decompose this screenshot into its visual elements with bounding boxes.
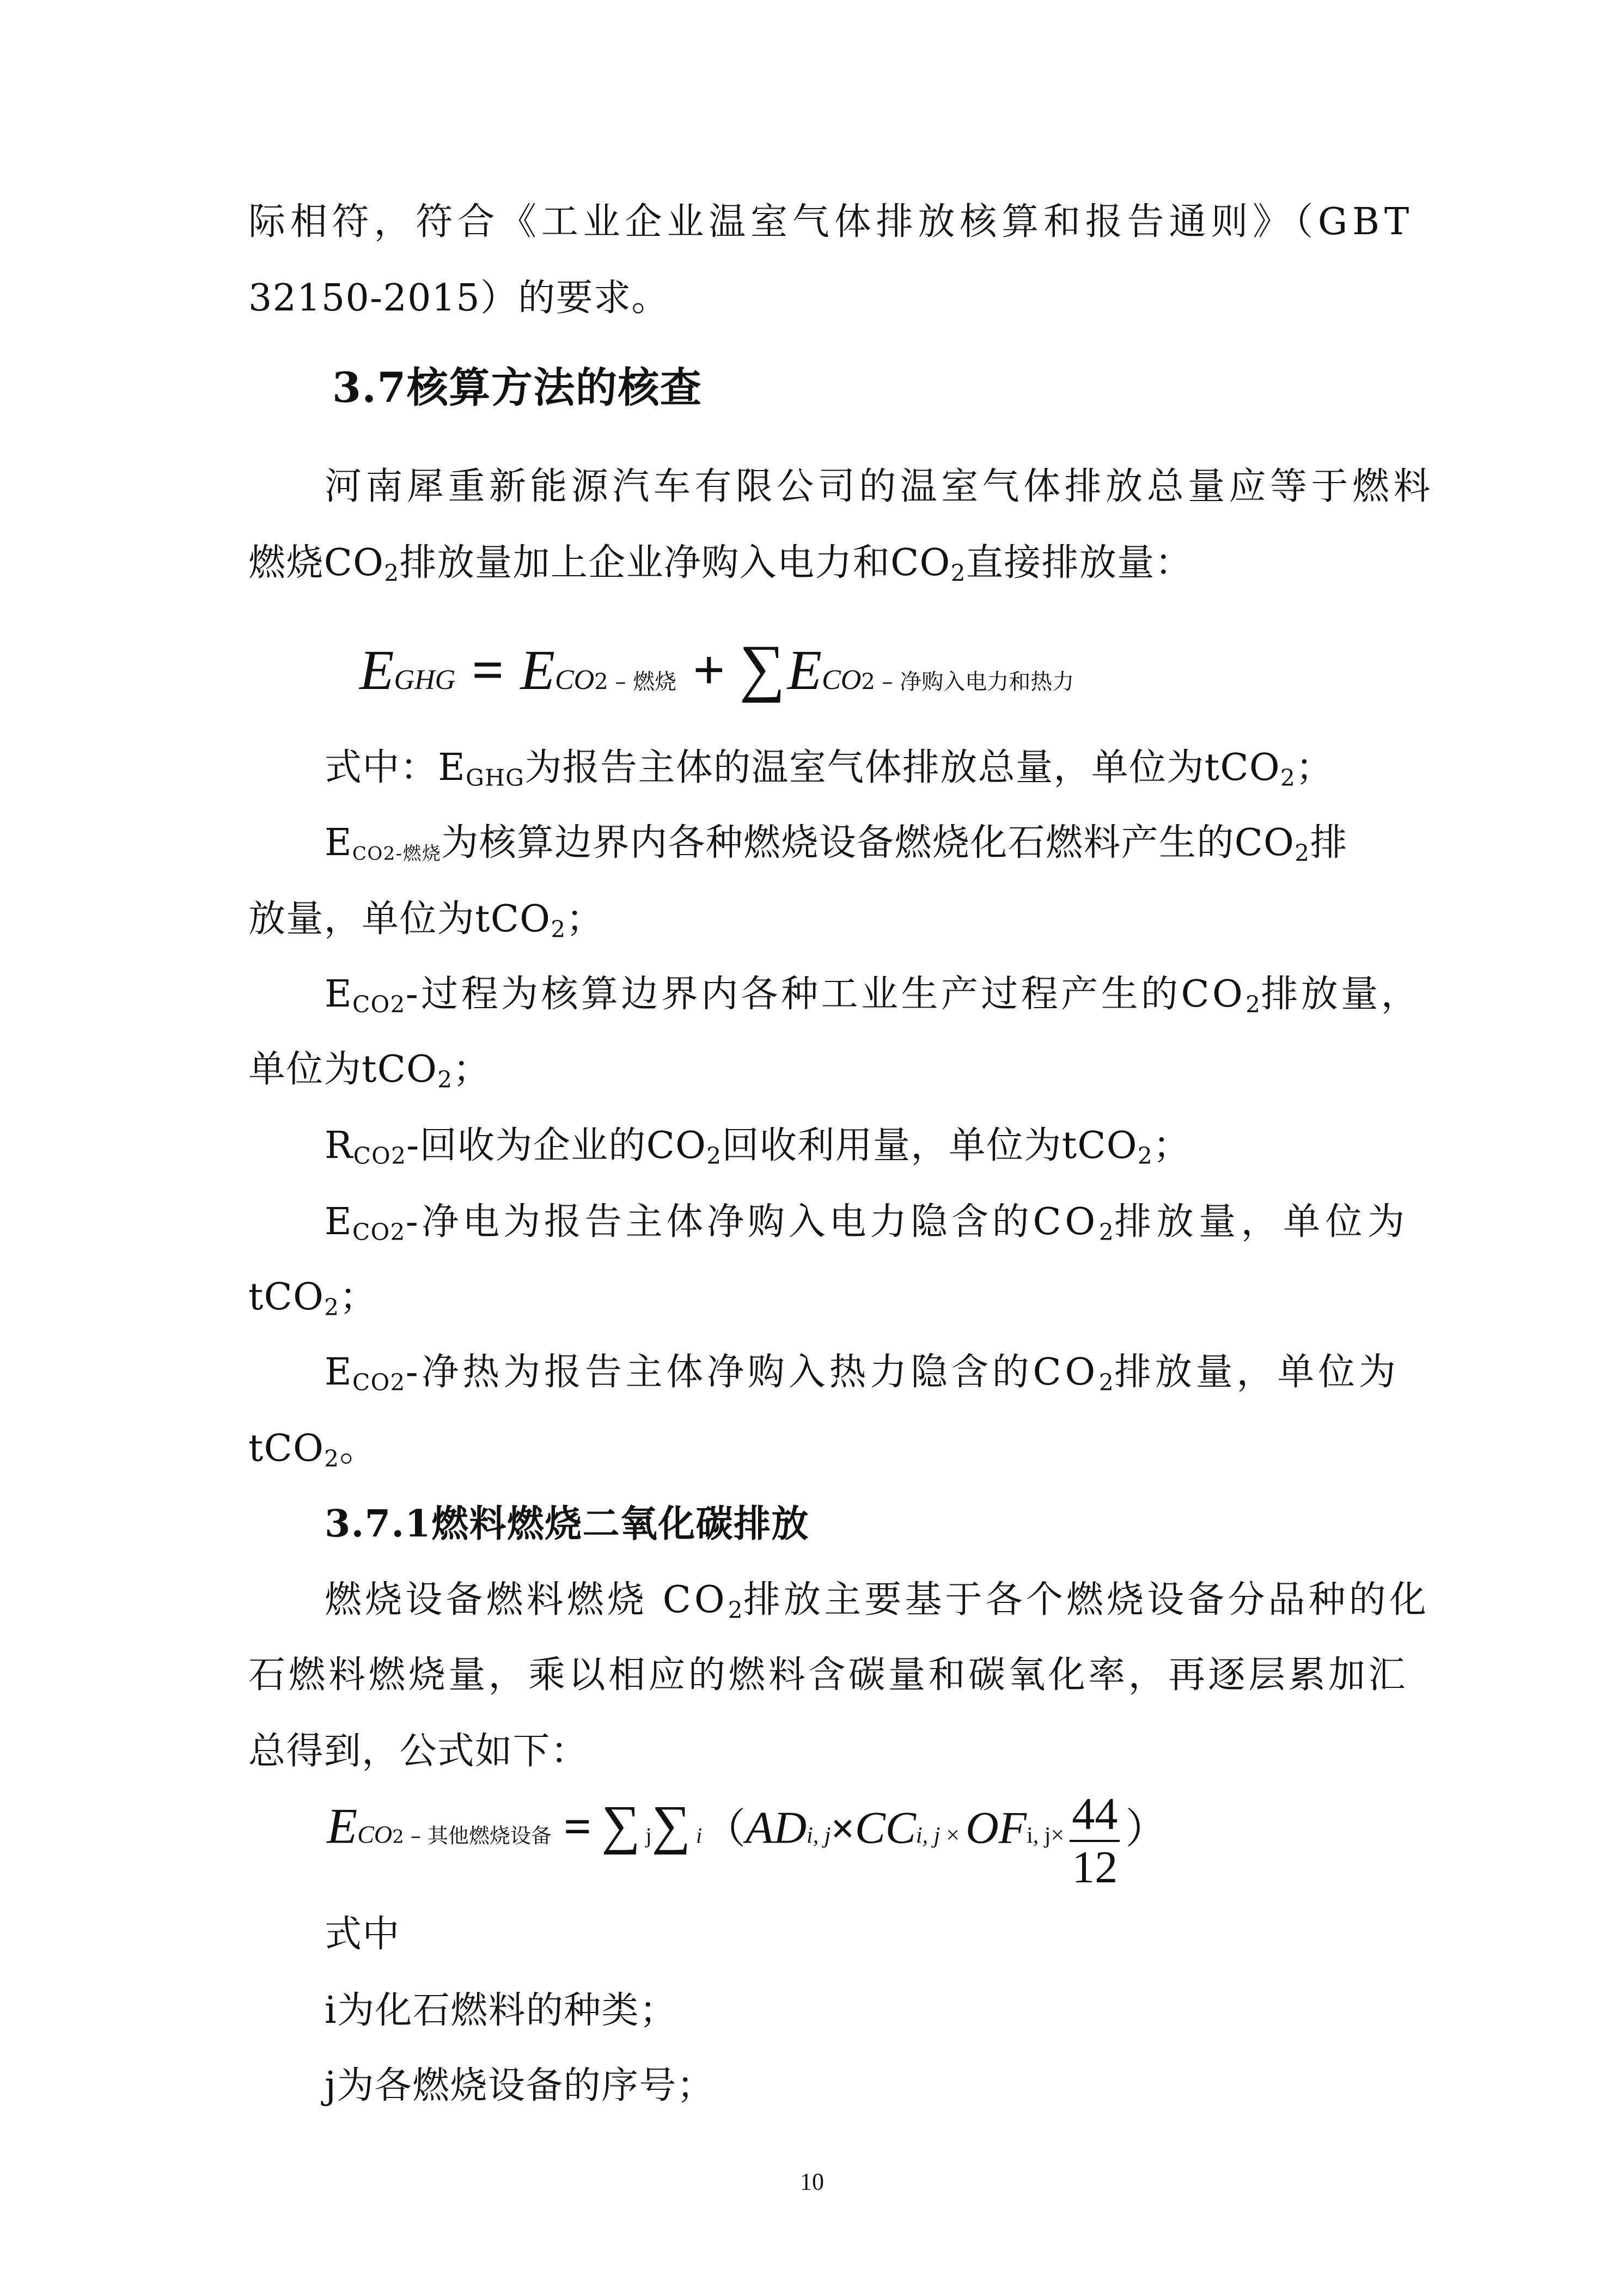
text-run: 排放量加上企业净购入电力和CO xyxy=(399,541,951,584)
paragraph-line xyxy=(248,1730,588,1773)
subscript: 2 xyxy=(1098,1218,1115,1246)
formula-operator: × xyxy=(831,1804,855,1852)
formula-operator: × xyxy=(940,1821,966,1849)
formula-symbol: AD xyxy=(746,1802,807,1853)
text-run: -回收为企业的CO xyxy=(406,1124,707,1167)
formula-subscript: 2 xyxy=(861,669,875,694)
definition-line xyxy=(325,1351,1400,1405)
definition-line xyxy=(325,973,1421,1027)
definition-line: 式中 xyxy=(325,1913,400,1956)
text-run: 式中：E xyxy=(325,746,466,789)
definition-line xyxy=(325,1124,1190,1178)
summation-symbol: ∑ xyxy=(601,1794,640,1855)
text-run: E xyxy=(325,1351,352,1394)
subscript: GHG xyxy=(466,764,525,791)
subscript: CO2-燃烧 xyxy=(352,843,442,865)
section-heading: 3.7核算方法的核查 xyxy=(332,363,703,412)
text-run: tCO xyxy=(248,1276,325,1319)
page-number: 10 xyxy=(800,2168,824,2195)
text-run: 。 xyxy=(339,1427,377,1470)
formula-symbol: E xyxy=(520,639,555,702)
summation-symbol: ∑ xyxy=(651,1794,691,1855)
formula-subscript: CO xyxy=(555,664,595,696)
text-run: 河南犀重新能源汽车有限公司的温室气体排放总量应等于燃料 xyxy=(325,465,1434,508)
subsection-heading: 3.7.1燃料燃烧二氧化碳排放 xyxy=(325,1502,809,1546)
paragraph-line xyxy=(248,541,1193,595)
text-run: 32150-2015）的要求。 xyxy=(248,277,669,320)
subscript: 2 xyxy=(324,1294,340,1321)
paragraph-line xyxy=(248,1654,1408,1697)
formula-text: – 燃烧 xyxy=(608,669,677,694)
text-run: 燃烧设备燃料燃烧 CO xyxy=(325,1578,728,1621)
formula-paren: （ xyxy=(704,1806,746,1852)
formula-symbol: E xyxy=(359,639,394,702)
paragraph-line xyxy=(325,1578,1430,1632)
text-run: 排放量，单位为 xyxy=(1114,1351,1400,1394)
text-run: ； xyxy=(453,1048,491,1091)
text-run: 放量，单位为tCO xyxy=(248,898,551,941)
formula-symbol: E xyxy=(327,1798,358,1854)
formula-subscript: i xyxy=(690,1823,703,1848)
formula-subscript: 2 xyxy=(392,1826,404,1848)
text-run: 排放量，单位为 xyxy=(1114,1200,1410,1243)
subscript: 2 xyxy=(384,559,400,587)
subscript: CO2 xyxy=(353,1142,407,1169)
formula-text: – 其他燃烧设备 xyxy=(404,1824,552,1848)
definition-line: i为化石燃料的种类； xyxy=(325,1989,677,2032)
formula-symbol: E xyxy=(787,639,822,702)
text-run: -净电为报告主体净购入电力隐含的CO xyxy=(405,1200,1099,1243)
text-run: E xyxy=(325,821,352,864)
formula-operator: × xyxy=(1051,1821,1065,1849)
text-run: ； xyxy=(339,1276,377,1319)
paragraph-line xyxy=(248,200,1414,244)
subscript: 2 xyxy=(1246,991,1261,1018)
text-run: 为报告主体的温室气体排放总量，单位为tCO xyxy=(524,746,1280,789)
text-run: 直接排放量： xyxy=(966,541,1193,584)
formula-subscript: i, j xyxy=(807,1823,831,1849)
formula-operator: + xyxy=(693,639,725,702)
text-group xyxy=(325,821,1348,876)
formula-subscript: j xyxy=(640,1823,652,1848)
text-run: E xyxy=(325,1200,352,1243)
formula-subscript: CO xyxy=(822,664,862,696)
summation-symbol: ∑ xyxy=(739,632,785,703)
formula-combustion xyxy=(327,1789,1167,1893)
definition-line xyxy=(248,1048,491,1102)
definition-line xyxy=(248,898,604,952)
formula-text: – 净购入电力和热力 xyxy=(875,669,1074,694)
subscript: 2 xyxy=(437,1066,453,1093)
definition-line xyxy=(248,1276,377,1330)
formula-operator: = xyxy=(472,639,504,702)
text-run: -净热为报告主体净购入热力隐含的CO xyxy=(405,1351,1099,1394)
text-run: 燃烧CO xyxy=(248,541,384,584)
definition-line: j为各燃烧设备的序号； xyxy=(325,2064,715,2107)
text-run: -过程为核算边界内各种工业生产过程产生的CO xyxy=(405,973,1246,1016)
subscript: CO2 xyxy=(352,991,406,1018)
subscript: 2 xyxy=(1098,1369,1115,1396)
formula-symbol: OF xyxy=(966,1802,1027,1853)
formula-ghg-total xyxy=(359,631,1074,705)
subscript: 2 xyxy=(950,559,966,587)
formula-subscript: 2 xyxy=(594,669,608,694)
fraction-numerator: 44 xyxy=(1070,1789,1120,1842)
subscript: 2 xyxy=(728,1596,743,1624)
subscript: 2 xyxy=(1137,1142,1153,1169)
fraction-denominator: 12 xyxy=(1072,1842,1118,1893)
subscript: 2 xyxy=(551,916,566,943)
subscript: 2 xyxy=(324,1445,340,1472)
text-run: 排放量， xyxy=(1261,973,1421,1016)
text-run: 回收利用量，单位为tCO xyxy=(722,1124,1138,1167)
text-run: 石燃料燃烧量，乘以相应的燃料含碳量和碳氧化率，再逐层累加汇 xyxy=(248,1654,1408,1697)
text-run: E xyxy=(325,973,352,1016)
text-run: tCO xyxy=(248,1427,325,1470)
fraction-44-12 xyxy=(1070,1789,1120,1893)
text-run: 排 xyxy=(1310,821,1348,864)
subscript: CO2 xyxy=(352,1218,406,1246)
text-run: ； xyxy=(566,898,604,941)
formula-symbol: CC xyxy=(854,1802,916,1853)
subscript: 2 xyxy=(706,1142,722,1169)
paragraph-line xyxy=(325,465,1434,509)
text-run: 单位为tCO xyxy=(248,1048,438,1091)
text-run: 总得到，公式如下： xyxy=(248,1730,589,1773)
formula-paren: ） xyxy=(1125,1806,1167,1852)
formula-subscript: i, j xyxy=(1027,1823,1051,1849)
subscript: 2 xyxy=(1295,839,1310,867)
text-run: R xyxy=(325,1124,353,1167)
formula-subscript: CO xyxy=(357,1820,393,1849)
formula-subscript: i, j xyxy=(915,1823,941,1849)
text-run: ； xyxy=(1296,746,1334,789)
definition-line xyxy=(325,821,1382,876)
definition-line xyxy=(248,1427,377,1481)
text-run: 为核算边界内各种燃烧设备燃烧化石燃料产生的CO xyxy=(441,821,1295,864)
text-run: 际相符，符合《工业企业温室气体排放核算和报告通则》（GBT xyxy=(248,200,1414,243)
paragraph-line xyxy=(248,277,669,320)
subscript: CO2 xyxy=(352,1369,406,1396)
formula-subscript: GHG xyxy=(394,664,456,696)
text-run: ； xyxy=(1153,1124,1191,1167)
subscript: 2 xyxy=(1280,764,1296,791)
definition-line xyxy=(325,1200,1410,1254)
formula-operator: = xyxy=(563,1800,592,1854)
definition-line xyxy=(325,746,1334,800)
text-run: 排放主要基于各个燃烧设备分品种的化 xyxy=(743,1578,1430,1621)
